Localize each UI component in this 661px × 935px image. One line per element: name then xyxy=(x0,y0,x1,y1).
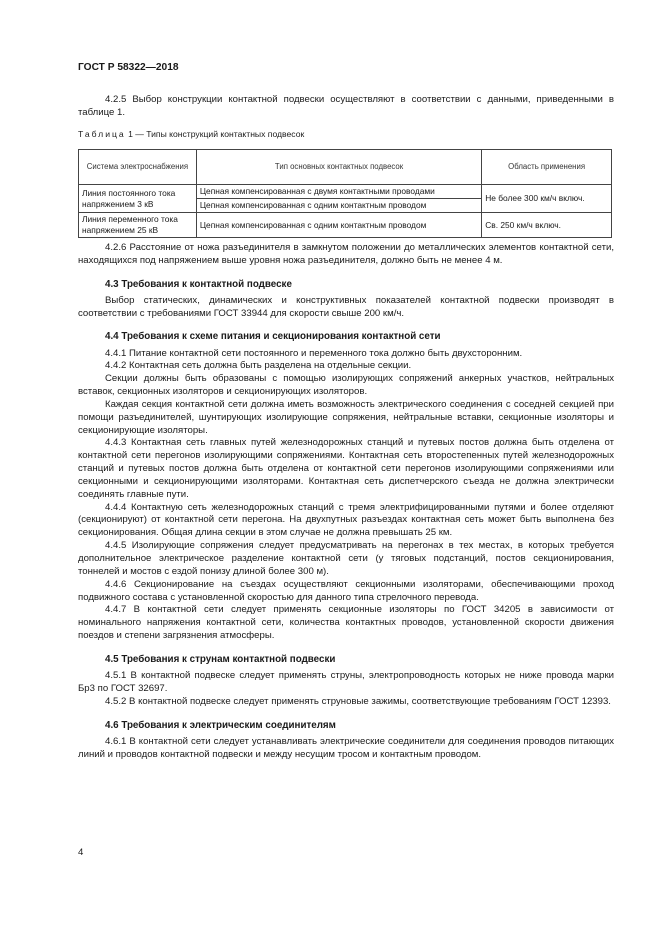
paragraph-4-5-2: 4.5.2 В контактной подвеске следует применять струновые зажимы, соответствующие требованиям ГОСТ 12393. xyxy=(105,695,611,707)
paragraph-4-4-5: 4.4.5 Изолирующие сопряжения следует предусматривать на перегонах в тех местах, в которых требуется дополнительное электрическое разделение контактной сети (у тяговых подстанций, постов секционирования, тоннелей и мостов с ездой понизу длиной более 300 м). xyxy=(78,540,614,577)
cell-type: Цепная компенсированная с одним контактным проводом xyxy=(196,213,481,238)
table-row xyxy=(79,185,612,199)
cell-type: Цепная компенсированная с одним контактным проводом xyxy=(196,199,481,213)
table-caption-label: Таблица xyxy=(78,128,126,139)
cell-system: Линия постоянного тока напряжением 3 кВ xyxy=(79,185,197,213)
paragraph-4-4-2: 4.4.2 Контактная сеть должна быть разделена на отдельные секции. xyxy=(105,360,412,372)
paragraph-4-4-3: 4.4.3 Контактная сеть главных путей железнодорожных станций и путевых постов должна быть отделена от контактной сети перегонов изолирующими сопряжениями. Контактная сеть второстепенных путей железнодорожных станций и путевых постов должна быть отделена от контактной сети перегонов изолирующими сопряжениями или секционными и секционирующими изоляторами. Контактная сеть диспетчерского съезда не должна электрически соединять главные пути. xyxy=(78,437,614,500)
paragraph-section-connection: Каждая секция контактной сети должна иметь возможность электрического соединения с соседней секцией при помощи разъединителей, шунтирующих изолирующие сопряжения, нейтральные вставки, секционные изоляторы и секционирующие изоляторы. xyxy=(78,398,614,436)
paragraph-4-5-1: 4.5.1 В контактной подвеске следует применять струны, электропроводность которых не ниже провода марки Бр3 по ГОСТ 32697. xyxy=(78,670,614,694)
paragraph-4-4-6: 4.4.6 Секционирование на съездах осуществляют секционными изоляторами, обеспечивающими проход подвижного состава с установленной скоростью для данного типа стрелочного перевода. xyxy=(78,578,614,603)
construction-types-table xyxy=(78,149,612,238)
table-header-row xyxy=(79,150,612,185)
section-4-6-heading: 4.6 Требования к электрическим соединителям xyxy=(105,719,336,731)
standard-header: ГОСТ Р 58322—2018 xyxy=(78,62,179,73)
cell-system: Линия переменного тока напряжением 25 кВ xyxy=(79,213,197,238)
section-4-4-heading: 4.4 Требования к схеме питания и секционирования контактной сети xyxy=(105,331,441,343)
paragraph-4-4-7: 4.4.7 В контактной сети следует применять секционные изоляторы по ГОСТ 34205 в зависимости от номинального напряжения контактной сети, количества контактных проводов, установленной скорости движения поездов и степени загрязнения атмосферы. xyxy=(78,604,614,642)
paragraph-4-4-1: 4.4.1 Питание контактной сети постоянного и переменного тока должно быть двухсторонним. xyxy=(105,347,523,359)
section-4-5-heading: 4.5 Требования к струнам контактной подвески xyxy=(105,653,336,665)
paragraph-4-2-5: 4.2.5 Выбор конструкции контактной подвески осуществляют в соответствии с данными, приведенными в таблице 1. xyxy=(78,94,614,118)
header-system: Система электроснабжения xyxy=(79,150,197,185)
header-type: Тип основных контактных подвесок xyxy=(196,150,481,185)
table-row xyxy=(79,213,612,238)
paragraph-4-2-6: 4.2.6 Расстояние от ножа разъединителя в замкнутом положении до металлических элементов контактной сети, находящихся под напряжением выше уровня ножа разъединителя, должно быть не менее 4 м. xyxy=(78,241,614,266)
page-content xyxy=(78,94,614,761)
table-caption xyxy=(78,129,614,141)
paragraph-4-6-1: 4.6.1 В контактной сети следует устанавливать электрические соединители для соединения проводов питающих линий и проводов контактной подвески и между несущим тросом и контактным проводом. xyxy=(78,735,614,760)
paragraph-4-3: Выбор статических, динамических и конструктивных показателей контактной подвески производят в соответствии с требованиями ГОСТ 33944 для скорости свыше 200 км/ч. xyxy=(78,294,614,319)
section-4-3-heading: 4.3 Требования к контактной подвеске xyxy=(105,278,292,290)
table-caption-text: 1 — Типы конструкций контактных подвесок xyxy=(128,128,305,139)
cell-scope: Св. 250 км/ч включ. xyxy=(482,213,612,238)
header-scope: Область применения xyxy=(482,150,612,185)
cell-type: Цепная компенсированная с двумя контактными проводами xyxy=(196,185,481,199)
cell-scope: Не более 300 км/ч включ. xyxy=(482,185,612,213)
page-number: 4 xyxy=(78,847,84,858)
paragraph-4-4-4: 4.4.4 Контактную сеть железнодорожных станций с тремя электрифицированными путями и более отделяют (секционируют) от контактной сети перегона. На двухпутных разъездах контактная сеть может быть выполнена без секционирования. Общая длина секции в этом случае не должна превышать 25 км. xyxy=(78,501,614,539)
paragraph-sections: Секции должны быть образованы с помощью изолирующих сопряжений анкерных участков, нейтральных вставок, секционных изоляторов и секционирующих изоляторов. xyxy=(78,373,614,398)
